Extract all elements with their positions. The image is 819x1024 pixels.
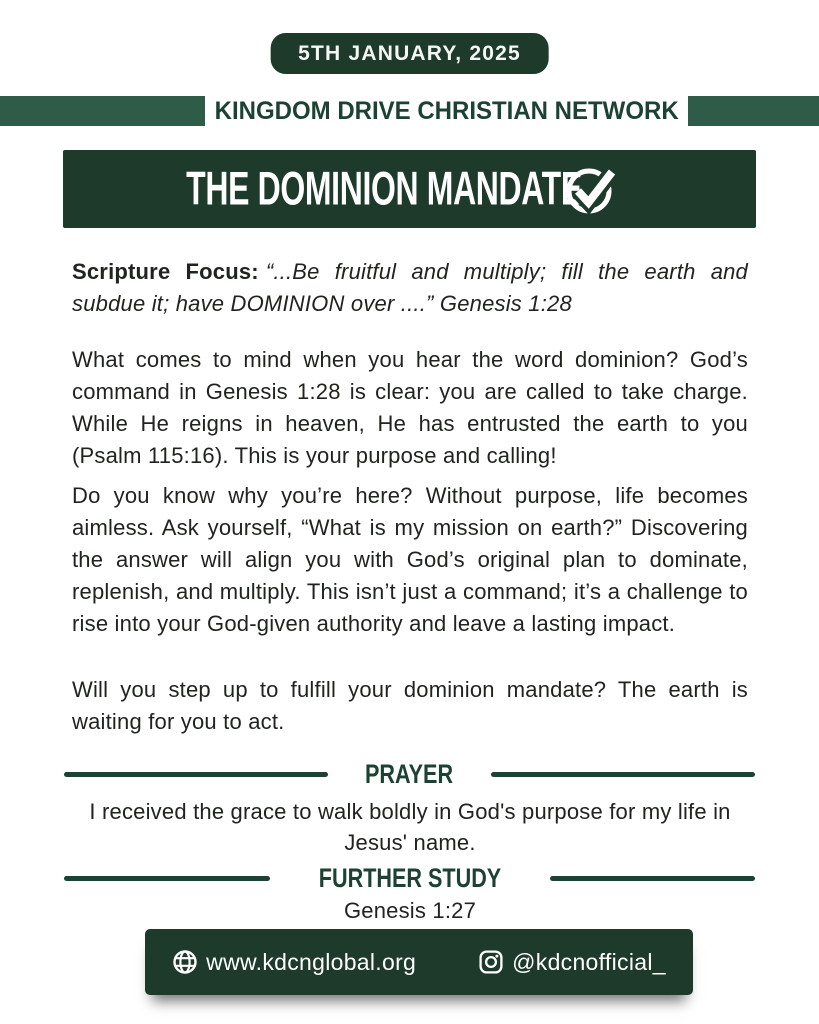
prayer-text: I received the grace to walk boldly in God's purpose for my life in Jesus' name. <box>89 799 731 855</box>
website-url: www.kdcnglobal.org <box>206 948 417 975</box>
globe-icon <box>172 949 198 975</box>
scripture-focus <box>72 256 748 320</box>
scripture-focus-label: Scripture Focus: <box>72 259 259 284</box>
header-right-bar <box>688 96 819 126</box>
body-paragraph: Do you know why you’re here? Without purpose, life becomes aimless. Ask yourself, “What is my mission on earth?” Discovering the answer will align you with God’s original plan to dominate, replenish, and multiply. This isn’t just a command; it’s a challenge to rise into your God-given authority and leave a lasting impact. <box>72 483 748 636</box>
instagram-handle: @kdcnofficial_ <box>512 948 666 975</box>
prayer-heading: PRAYER <box>365 759 454 789</box>
study-rule-left <box>64 876 270 881</box>
instagram-link[interactable] <box>478 949 666 976</box>
network-header <box>0 96 819 126</box>
scripture-focus-quote: “...Be fruitful and multiply; fill the earth and subdue it; have DOMINION over ....” Genesis 1:28 <box>72 259 748 316</box>
body-paragraph: Will you step up to fulfill your dominion mandate? The earth is waiting for you to act. <box>72 677 748 734</box>
instagram-icon <box>478 949 504 975</box>
header-left-bar <box>0 96 205 126</box>
further-study-reference: Genesis 1:27 <box>343 898 477 923</box>
check-circle-icon <box>563 162 617 216</box>
further-study-section-heading <box>0 863 819 894</box>
footer-bar <box>145 929 693 995</box>
network-name: KINGDOM DRIVE CHRISTIAN NETWORK <box>214 96 679 125</box>
title-banner <box>63 150 756 228</box>
study-rule-right <box>550 876 756 881</box>
date-badge: 5TH JANUARY, 2025 <box>270 33 549 74</box>
prayer-section-heading <box>0 759 819 790</box>
further-study-heading: FURTHER STUDY <box>318 863 501 893</box>
body-paragraph: What comes to mind when you hear the word dominion? God’s command in Genesis 1:28 is clear: you are called to take charge. While He reigns in heaven, He has entrusted the earth to you (Psalm 115:16). This is your purpose and calling! <box>72 347 748 468</box>
prayer-rule-right <box>491 772 755 777</box>
website-link[interactable] <box>172 949 416 976</box>
page-title: THE DOMINION MANDATE <box>185 161 582 215</box>
prayer-rule-left <box>64 772 328 777</box>
